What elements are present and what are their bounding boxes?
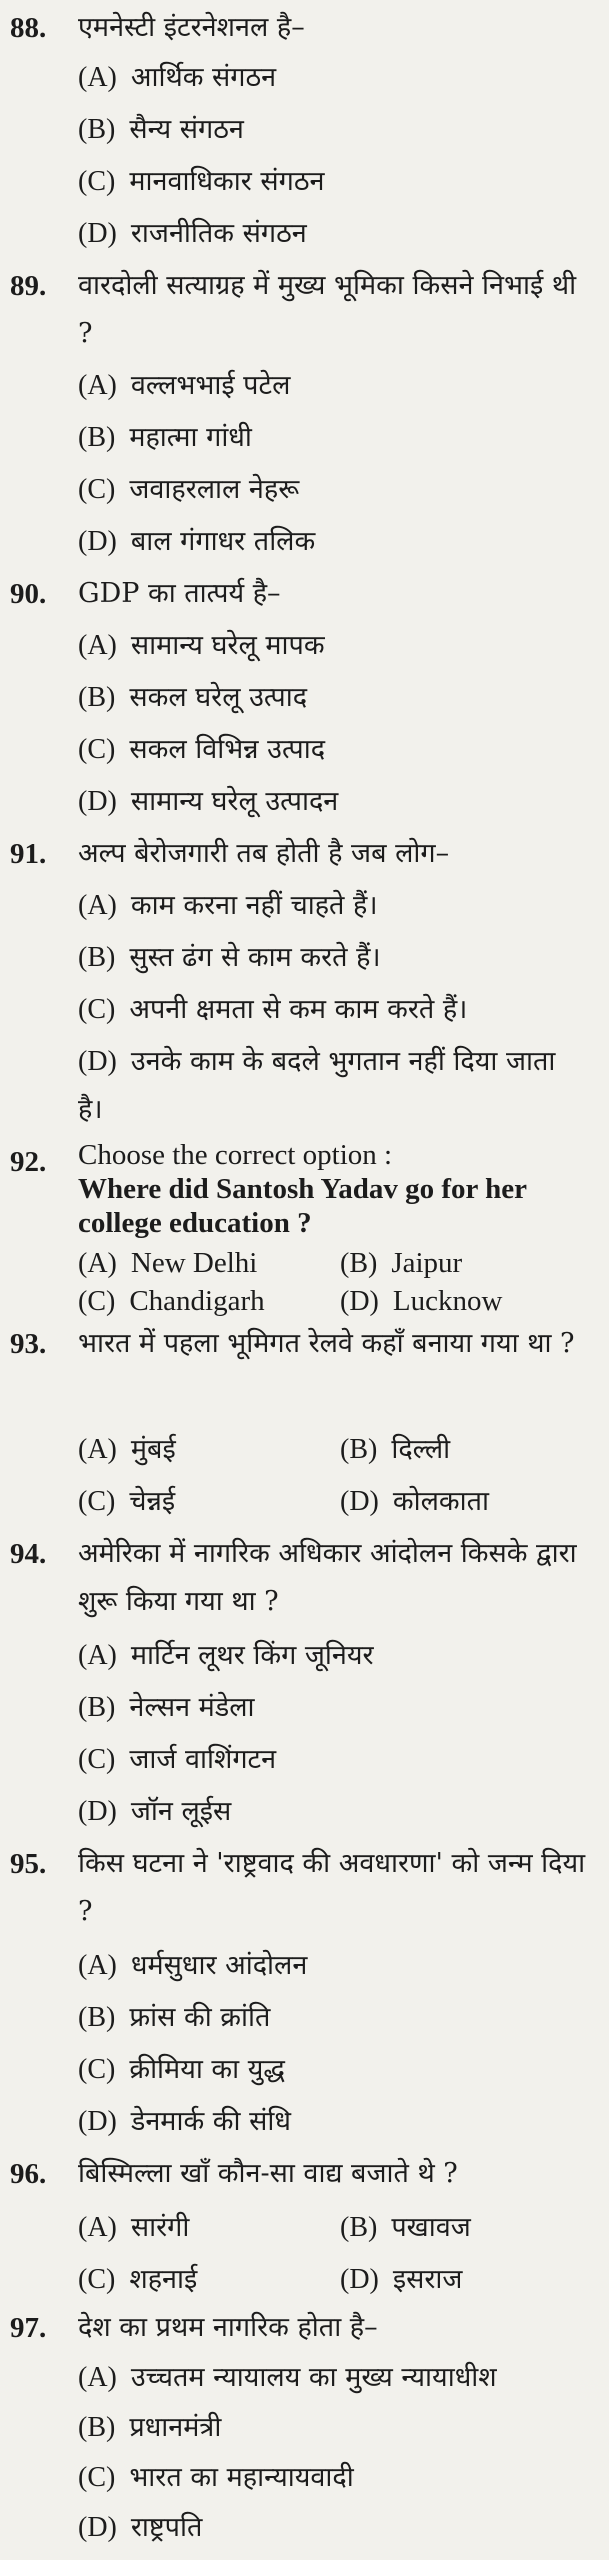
option-96-a: (A) सारंगी	[78, 2212, 190, 2243]
option-96-d: (D) इसराज	[340, 2264, 463, 2295]
option-91-a: (A) काम करना नहीं चाहते हैं।	[78, 890, 378, 921]
option-88-d: (D) राजनीतिक संगठन	[78, 218, 307, 249]
option-96-c: (C) शहनाई	[78, 2264, 198, 2295]
option-91-d: (D) उनके काम के बदले भुगतान नहीं दिया जाता है।	[78, 1046, 556, 1125]
question-text	[78, 1138, 591, 1240]
option-88-c: (C) मानवाधिकार संगठन	[78, 166, 325, 197]
question-number: 96.	[10, 2158, 47, 2190]
question-number: 94.	[10, 1538, 47, 1570]
question-number: 93.	[10, 1328, 47, 1360]
option-97-b: (B) प्रधानमंत्री	[78, 2412, 222, 2443]
option-92-c: (C) Chandigarh	[78, 1285, 265, 1317]
option-95-a: (A) धर्मसुधार आंदोलन	[78, 1950, 308, 1981]
option-94-d: (D) जॉन लूईस	[78, 1796, 232, 1827]
option-88-b: (B) सैन्य संगठन	[78, 114, 244, 145]
question-text: भारत में पहला भूमिगत रेलवे कहाँ बनाया गया था ?	[78, 1328, 575, 1359]
question-text: किस घटना ने 'राष्ट्रवाद की अवधारणा' को जन्म दिया ?	[78, 1848, 586, 1927]
option-95-d: (D) डेनमार्क की संधि	[78, 2106, 291, 2137]
question-number: 91.	[10, 838, 47, 870]
question-number: 92.	[10, 1146, 47, 1178]
question-number: 95.	[10, 1848, 47, 1880]
option-91-c: (C) अपनी क्षमता से कम काम करते हैं।	[78, 994, 468, 1025]
option-89-c: (C) जवाहरलाल नेहरू	[78, 474, 300, 505]
question-text: अमेरिका में नागरिक अधिकार आंदोलन किसके द्वारा शुरू किया गया था ?	[78, 1538, 577, 1617]
option-97-c: (C) भारत का महान्यायवादी	[78, 2462, 354, 2493]
option-94-b: (B) नेल्सन मंडेला	[78, 1692, 255, 1723]
question-number: 89.	[10, 270, 47, 302]
question-instruction: Choose the correct option :	[78, 1139, 393, 1171]
question-text: वारदोली सत्याग्रह में मुख्य भूमिका किसने निभाई थी ?	[78, 270, 577, 349]
option-92-d: (D) Lucknow	[340, 1285, 503, 1317]
option-89-a: (A) वल्लभभाई पटेल	[78, 370, 291, 401]
question-subtext: Where did Santosh Yadav go for her college education ?	[78, 1173, 527, 1239]
option-89-d: (D) बाल गंगाधर तलिक	[78, 526, 316, 557]
question-text: एमनेस्टी इंटरनेशनल है–	[78, 12, 305, 43]
question-text: देश का प्रथम नागरिक होता है–	[78, 2312, 378, 2343]
option-92-a: (A) New Delhi	[78, 1247, 258, 1279]
option-94-a: (A) मार्टिन लूथर किंग जूनियर	[78, 1640, 374, 1671]
option-88-a: (A) आर्थिक संगठन	[78, 62, 277, 93]
option-89-b: (B) महात्मा गांधी	[78, 422, 252, 453]
option-95-b: (B) फ्रांस की क्रांति	[78, 2002, 271, 2033]
option-93-a: (A) मुंबई	[78, 1434, 176, 1465]
option-90-c: (C) सकल विभिन्न उत्पाद	[78, 734, 326, 765]
question-text: बिस्मिल्ला खाँ कौन-सा वाद्य बजाते थे ?	[78, 2158, 458, 2189]
option-91-b: (B) सुस्त ढंग से काम करते हैं।	[78, 942, 381, 973]
option-97-a: (A) उच्चतम न्यायालय का मुख्य न्यायाधीश	[78, 2362, 497, 2393]
option-96-b: (B) पखावज	[340, 2212, 471, 2243]
option-97-d: (D) राष्ट्रपति	[78, 2512, 203, 2543]
option-92-b: (B) Jaipur	[340, 1247, 463, 1279]
question-number: 88.	[10, 12, 47, 44]
question-number: 97.	[10, 2312, 47, 2344]
option-90-a: (A) सामान्य घरेलू मापक	[78, 630, 325, 661]
option-93-b: (B) दिल्ली	[340, 1434, 451, 1465]
option-93-c: (C) चेन्नई	[78, 1486, 176, 1517]
question-text: GDP का तात्पर्य है–	[78, 578, 281, 609]
option-90-b: (B) सकल घरेलू उत्पाद	[78, 682, 308, 713]
question-number: 90.	[10, 578, 47, 610]
option-93-d: (D) कोलकाता	[340, 1486, 490, 1517]
option-94-c: (C) जार्ज वाशिंगटन	[78, 1744, 277, 1775]
question-text: अल्प बेरोजगारी तब होती है जब लोग–	[78, 838, 450, 869]
option-95-c: (C) क्रीमिया का युद्ध	[78, 2054, 285, 2085]
option-90-d: (D) सामान्य घरेलू उत्पादन	[78, 786, 339, 817]
